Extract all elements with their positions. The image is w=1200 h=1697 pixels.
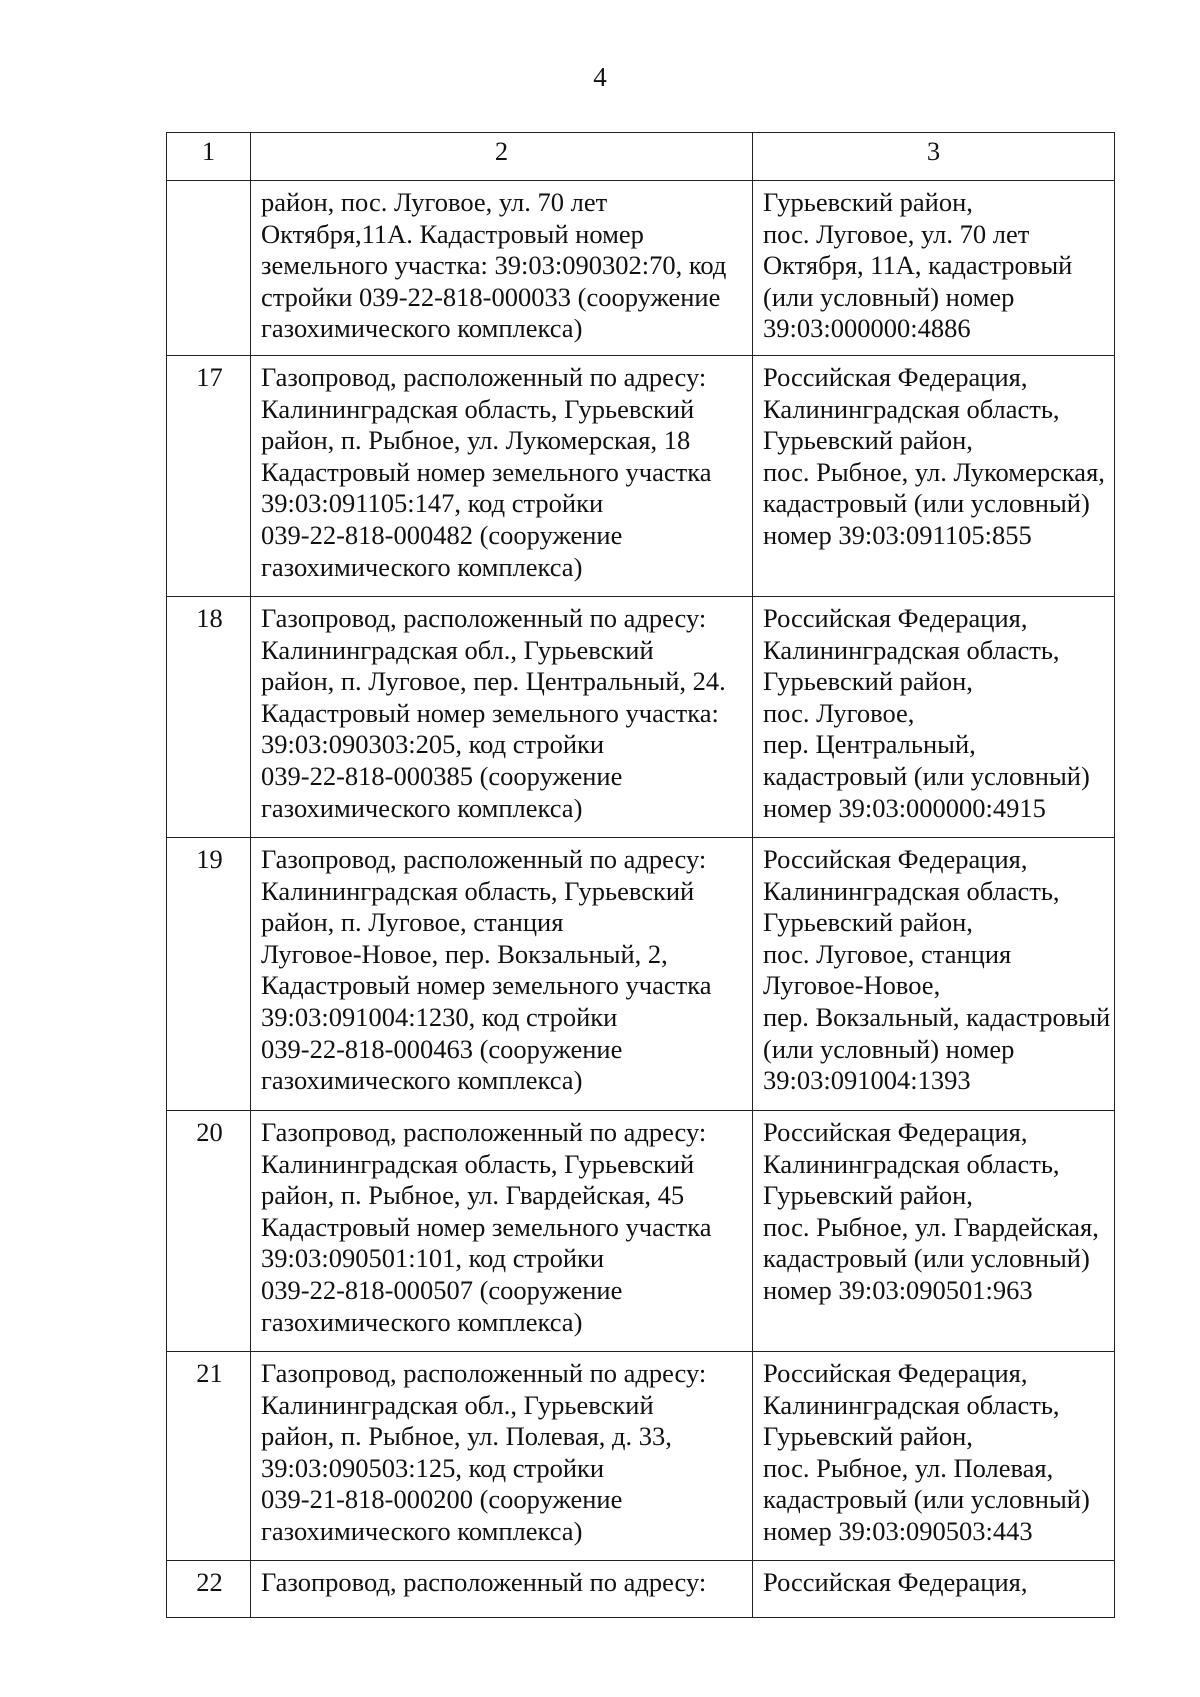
description-line: газохимического комплекса): [261, 551, 583, 582]
location-line: пос. Рыбное, ул. Лукомерская,: [763, 456, 1105, 487]
description-line: Газопровод, расположенный по адресу:: [261, 1566, 707, 1597]
description-line: 39:03:090501:101, код стройки: [261, 1243, 605, 1274]
location-line: 39:03:000000:4886: [763, 313, 971, 344]
location-line: (или условный) номер: [763, 281, 1015, 312]
location-line: пос. Луговое, станция: [763, 938, 1012, 969]
description-line: земельного участка: 39:03:090302:70, код: [261, 250, 727, 281]
location-line: Гурьевский район,: [763, 187, 973, 217]
table-header-row: [167, 133, 1115, 181]
location-line: пер. Центральный,: [763, 729, 976, 760]
object-description: [251, 1560, 753, 1617]
location-line: кадастровый (или условный): [763, 1243, 1090, 1274]
description-line: 039-21-818-000200 (сооружение: [261, 1484, 623, 1515]
column-header-location: 3: [753, 133, 1115, 181]
description-line: газохимического комплекса): [261, 1065, 583, 1096]
location-line: пос. Луговое,: [763, 697, 915, 728]
description-line: Луговое-Новое, пер. Вокзальный, 2,: [261, 938, 668, 969]
description-line: Октября,11А. Кадастровый номер: [261, 218, 644, 249]
location-line: Октября, 11А, кадастровый: [763, 250, 1073, 281]
table-row: [167, 596, 1115, 837]
location-line: Российская Федерация,: [763, 602, 1028, 633]
location-line: Гурьевский район,: [763, 666, 973, 697]
description-line: стройки 039-22-818-000033 (сооружение: [261, 281, 721, 312]
description-line: район, п. Рыбное, ул. Лукомерская, 18: [261, 425, 691, 456]
description-line: 39:03:091004:1230, код стройки: [261, 1001, 618, 1032]
table-row: [167, 1110, 1115, 1351]
description-line: 39:03:090503:125, код стройки: [261, 1452, 605, 1483]
location-line: 39:03:091004:1393: [763, 1065, 971, 1096]
object-description: [251, 837, 753, 1110]
location-line: Российская Федерация,: [763, 361, 1028, 392]
object-location: [753, 837, 1115, 1110]
description-line: район, п. Рыбное, ул. Полевая, д. 33,: [261, 1421, 672, 1452]
location-line: кадастровый (или условный): [763, 488, 1090, 519]
location-line: (или условный) номер: [763, 1033, 1015, 1064]
description-line: 039-22-818-000507 (сооружение: [261, 1274, 623, 1305]
object-description: [251, 181, 753, 356]
location-line: пос. Рыбное, ул. Полевая,: [763, 1452, 1054, 1483]
description-line: Газопровод, расположенный по адресу:: [261, 843, 707, 874]
location-line: номер 39:03:000000:4915: [763, 792, 1046, 823]
description-line: 39:03:091105:147, код стройки: [261, 488, 604, 519]
row-number: 20: [167, 1110, 251, 1351]
location-line: номер 39:03:090501:963: [763, 1274, 1033, 1305]
row-number: [167, 181, 251, 356]
description-line: газохимического комплекса): [261, 1515, 583, 1546]
location-line: Калининградская область,: [763, 393, 1060, 424]
object-location: [753, 1560, 1115, 1617]
description-line: Кадастровый номер земельного участка: [261, 456, 712, 487]
description-line: Газопровод, расположенный по адресу:: [261, 1116, 707, 1147]
description-line: 39:03:090303:205, код стройки: [261, 729, 605, 760]
description-line: Кадастровый номер земельного участка: [261, 970, 712, 1001]
description-line: район, п. Рыбное, ул. Гвардейская, 45: [261, 1180, 685, 1211]
location-line: пер. Вокзальный, кадастровый: [763, 1001, 1111, 1032]
row-number: 18: [167, 596, 251, 837]
description-line: район, п. Луговое, пер. Центральный, 24.: [261, 666, 726, 697]
description-line: газохимического комплекса): [261, 792, 583, 823]
location-line: пос. Луговое, ул. 70 лет: [763, 218, 1030, 249]
table-row: [167, 1351, 1115, 1560]
registry-table: [166, 132, 1115, 1618]
location-line: Гурьевский район,: [763, 1180, 973, 1211]
page-number: 4: [593, 62, 607, 92]
location-line: кадастровый (или условный): [763, 1484, 1090, 1515]
location-line: Калининградская область,: [763, 1148, 1060, 1179]
row-number: 19: [167, 837, 251, 1110]
description-line: Газопровод, расположенный по адресу:: [261, 602, 707, 633]
object-location: [753, 1351, 1115, 1560]
row-number: 21: [167, 1351, 251, 1560]
location-line: Российская Федерация,: [763, 1116, 1028, 1147]
description-line: Калининградская обл., Гурьевский: [261, 634, 654, 665]
object-description: [251, 596, 753, 837]
row-number: 22: [167, 1560, 251, 1617]
object-description: [251, 1110, 753, 1351]
object-location: [753, 355, 1115, 596]
location-line: Российская Федерация,: [763, 843, 1028, 874]
description-line: Калининградская область, Гурьевский: [261, 393, 695, 424]
description-line: газохимического комплекса): [261, 1306, 583, 1337]
description-line: Калининградская обл., Гурьевский: [261, 1389, 654, 1420]
description-line: 039-22-818-000463 (сооружение: [261, 1033, 623, 1064]
location-line: Российская Федерация,: [763, 1566, 1028, 1597]
location-line: Калининградская область,: [763, 1389, 1060, 1420]
location-line: Луговое-Новое,: [763, 970, 941, 1001]
table-row: [167, 1560, 1115, 1617]
object-location: [753, 596, 1115, 837]
object-location: [753, 181, 1115, 356]
table-row: [167, 355, 1115, 596]
location-line: Калининградская область,: [763, 875, 1060, 906]
description-line: Кадастровый номер земельного участка:: [261, 697, 719, 728]
description-line: газохимического комплекса): [261, 313, 583, 344]
object-description: [251, 355, 753, 596]
description-line: Газопровод, расположенный по адресу:: [261, 1357, 707, 1388]
location-line: Калининградская область,: [763, 634, 1060, 665]
column-header-description: 2: [251, 133, 753, 181]
description-line: район, п. Луговое, станция: [261, 907, 564, 938]
description-line: 039-22-818-000385 (сооружение: [261, 760, 623, 791]
description-line: Калининградская область, Гурьевский: [261, 875, 695, 906]
location-line: Гурьевский район,: [763, 907, 973, 938]
description-line: 039-22-818-000482 (сооружение: [261, 519, 623, 550]
location-line: Гурьевский район,: [763, 425, 973, 456]
location-line: пос. Рыбное, ул. Гвардейская,: [763, 1211, 1099, 1242]
object-description: [251, 1351, 753, 1560]
description-line: Газопровод, расположенный по адресу:: [261, 361, 707, 392]
location-line: Гурьевский район,: [763, 1421, 973, 1452]
table-row: [167, 181, 1115, 356]
column-header-number: 1: [167, 133, 251, 181]
location-line: Российская Федерация,: [763, 1357, 1028, 1388]
description-line: Калининградская область, Гурьевский: [261, 1148, 695, 1179]
row-number: 17: [167, 355, 251, 596]
location-line: номер 39:03:091105:855: [763, 519, 1032, 550]
location-line: кадастровый (или условный): [763, 760, 1090, 791]
table-row: [167, 837, 1115, 1110]
description-line: район, пос. Луговое, ул. 70 лет: [261, 187, 608, 217]
object-location: [753, 1110, 1115, 1351]
location-line: номер 39:03:090503:443: [763, 1515, 1033, 1546]
description-line: Кадастровый номер земельного участка: [261, 1211, 712, 1242]
